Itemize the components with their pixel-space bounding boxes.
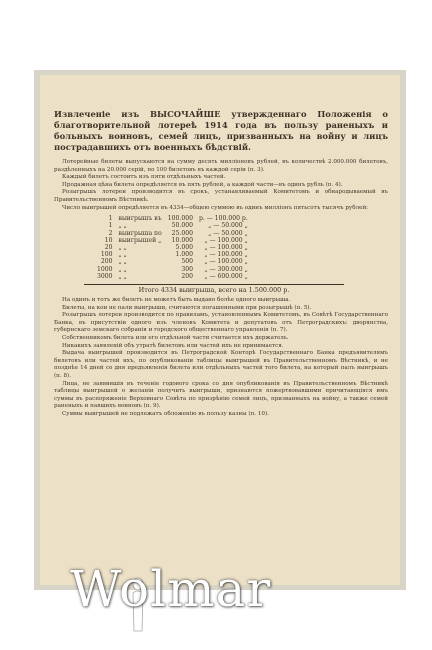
prize-total: „ — 100.000 „	[204, 251, 248, 259]
paragraph: Выдача выигрышей производится въ Петроградской Конторѣ Государственнаго Банка предъявителямъ билетовъ или частей ихъ, по опубликованіи таблицы выигрышей въ Правительственномъ Вѣстникѣ, и не позднѣе 14 дней со дня предъявленія билета или отдѣльныхъ частей того билета, на который палъ выигрышъ (п. 8).	[54, 350, 388, 379]
prize-count: 1	[108, 215, 113, 223]
prize-count: 100	[100, 251, 113, 259]
paragraph: Лица, не заявившія въ теченіе годового срока со дня опубликованія въ Правительственномъ Вѣстникѣ таблицы выигрышей о желаніи получить выигрыши, признаются пожертвовавшими причитающіяся имъ суммы въ распоряженіе Верховнаго Совѣта по призрѣнію семей лицъ, призванныхъ на войну, а также семей раненыхъ и павшихъ воиновъ (п. 9).	[54, 380, 388, 410]
prize-total: „ — 100.000 „	[204, 243, 248, 251]
top-paragraphs	[54, 159, 388, 212]
prize-value: 5.000	[175, 243, 193, 251]
prize-count: 200	[100, 258, 113, 266]
paragraph: Розыгрышъ лотереи производится по правиламъ, установленнымъ Комитетомъ, въ Совѣтѣ Государственнаго Банка, въ присутствіи одного изъ членовъ Комитета и депутатовъ отъ Петроградскихъ: дворянства, губернскаго земскаго собранія и городского общественнаго управленія (п. 7).	[54, 312, 388, 334]
prize-row	[94, 222, 251, 229]
prize-label: выигрыша по	[118, 229, 162, 237]
prize-label: „ „	[118, 251, 127, 259]
prize-value: 100.000	[167, 215, 193, 223]
prize-table	[94, 215, 251, 280]
document-title: Извлеченіе изъ ВЫСОЧАЙШЕ утвержденнаго Положенія о благотворительной лотереѣ 1914 года въ пользу раненыхъ и больныхъ воиновъ, семей лицъ, призванныхъ на войну и лицъ пострадавшихъ отъ военныхъ бѣдствій.	[54, 109, 388, 152]
paragraph: Собственникомъ билета или его отдѣльной части считается ихъ держатель.	[62, 334, 289, 341]
watermark-text: Wolmar	[70, 560, 272, 618]
prize-label: „ „	[118, 243, 127, 251]
prize-total: „ — 100.000 „	[204, 258, 248, 266]
paragraph: Лотерейные билеты выпускаются на сумму десять милліоновъ рублей, въ количествѣ 2.000.000 билетовъ, раздѣленныхъ на 20.000 серій, по 100 билетовъ въ каждой серіи (п. 3).	[54, 159, 388, 173]
prize-value: 10.000	[171, 236, 193, 244]
prize-count: 1	[108, 222, 113, 230]
bottom-paragraphs	[54, 297, 388, 419]
prize-count: 3000	[97, 272, 113, 280]
prize-total: „ — 50.000 „	[208, 229, 248, 237]
paragraph: Суммы выигрышей не подлежатъ обложенію въ пользу казны (п. 10).	[62, 410, 269, 417]
prize-count: 1000	[97, 265, 113, 273]
prize-label: „ „	[118, 272, 127, 280]
paragraph: Каждый билетъ состоитъ изъ пяти отдѣльныхъ частей.	[62, 174, 226, 181]
prize-label: выигрышъ въ	[118, 215, 162, 223]
prize-total: „ — 50.000 „	[208, 222, 248, 230]
prize-total: р. — 100.000 р.	[198, 215, 248, 223]
prize-value: 1.000	[175, 251, 193, 259]
prize-count: 10	[104, 236, 113, 244]
prize-row	[94, 237, 251, 244]
prize-row	[94, 258, 251, 265]
prize-total: „ — 300.000 „	[204, 265, 248, 273]
prize-row	[94, 251, 251, 258]
prize-value: 25.000	[171, 229, 193, 237]
prize-value: 300	[181, 265, 193, 273]
prize-label: „ „	[118, 265, 127, 273]
paragraph: На одинъ и тотъ же билетъ не можетъ быть выдано болѣе одного выигрыша.	[62, 296, 291, 303]
paragraph: Никакихъ заявленій объ утратѣ билетовъ или частей ихъ не принимается.	[62, 342, 284, 349]
prize-count: 20	[104, 243, 113, 251]
paragraph: Продажная цѣна билета опредѣляется въ пять рублей, а каждой части—въ одинъ рубль (п. 4).	[62, 181, 343, 188]
prize-label: „ „	[118, 222, 127, 230]
prize-row	[94, 215, 251, 222]
prize-row	[94, 273, 251, 280]
prize-label: выигрышей „	[118, 236, 162, 244]
prize-row	[94, 230, 251, 237]
prize-count: 2	[108, 229, 113, 237]
prize-label: „ „	[118, 258, 127, 266]
prize-row	[94, 244, 251, 251]
paragraph: Билеты, на кои не пали выигрыши, считаются погашенными при розыгрышѣ (п. 5).	[62, 304, 312, 311]
prize-value: 500	[181, 258, 193, 266]
paragraph: Розыгрышъ лотереи производится въ срокъ, устанавливаемый Комитетомъ и обнародываемый въ Правительственномъ Вѣстникѣ.	[54, 189, 388, 203]
prize-row	[94, 266, 251, 273]
paragraph: Число выигрышей опредѣляется въ 4334—общею суммою въ одинъ милліонъ пятьсотъ тысячъ рублей:	[62, 204, 369, 211]
prize-total: „ — 100.000 „	[204, 236, 248, 244]
total-line: Итого 4334 выигрыша, всего на 1.500.000 р.	[84, 284, 344, 294]
lottery-ticket-back	[40, 75, 400, 585]
prize-total: „ — 600.000 „	[204, 272, 248, 280]
prize-value: 200	[181, 272, 193, 280]
prize-value: 50.000	[171, 222, 193, 230]
